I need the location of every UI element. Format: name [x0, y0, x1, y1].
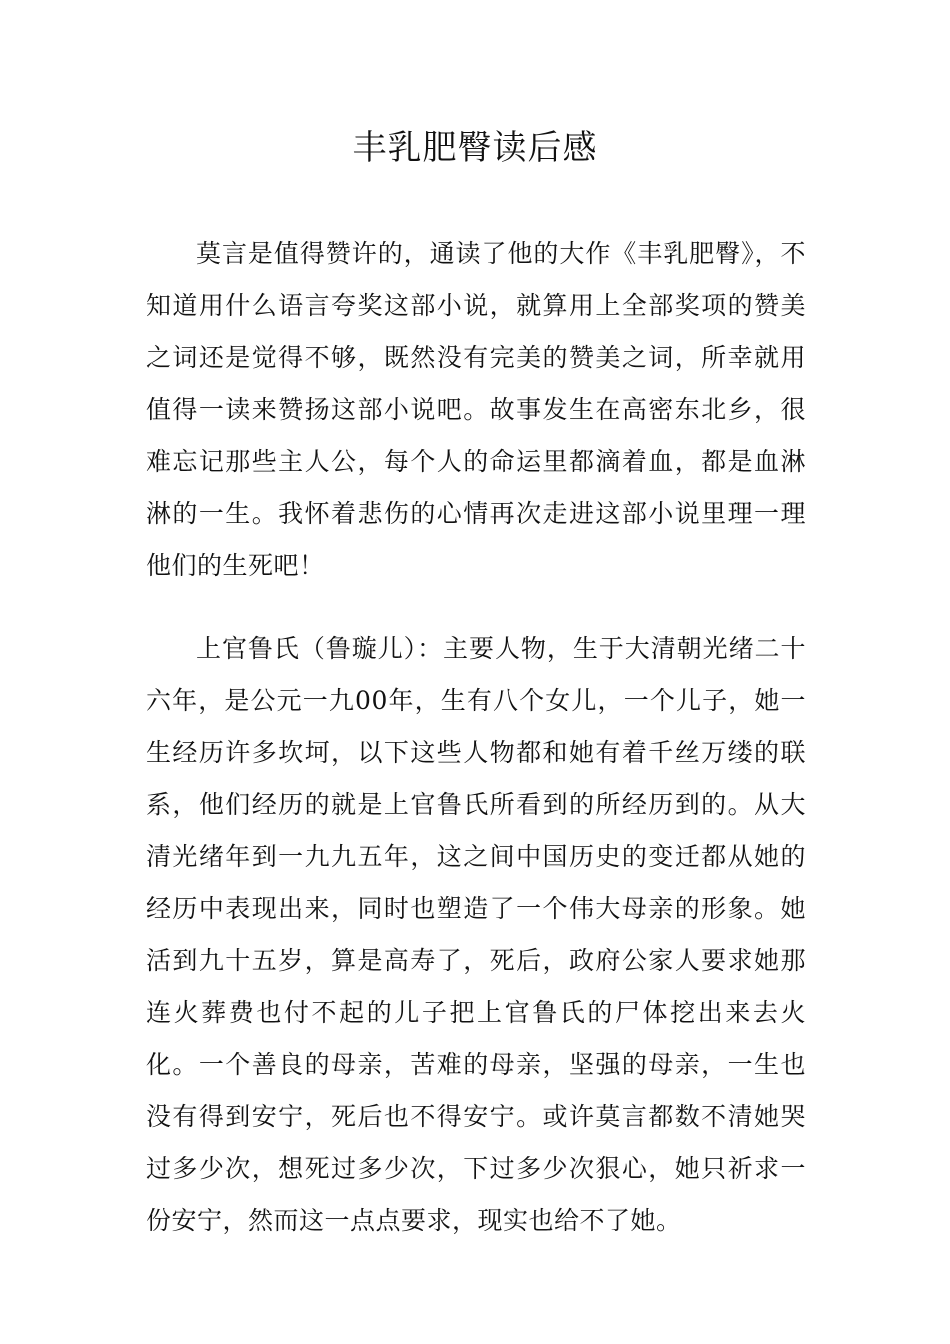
paragraph-intro: 莫言是值得赞许的，通读了他的大作《丰乳肥臀》，不知道用什么语言夸奖这部小说，就算用上全部奖项的赞美之词还是觉得不够，既然没有完美的赞美之词，所幸就用值得一读来赞扬这部小说吧。故事发生在高密东北乡，很难忘记那些主人公，每个人的命运里都滴着血，都是血淋淋的一生。我怀着悲伤的心情再次走进这部小说里理一理他们的生死吧！	[146, 239, 806, 580]
document-title: 丰乳肥臀读后感	[352, 128, 598, 168]
paragraph-shangguan-lushi: 上官鲁氏（鲁璇儿）：主要人物，生于大清朝光绪二十六年，是公元一九00年，生有八个女儿，一个儿子，她一生经历许多坎坷，以下这些人物都和她有着千丝万缕的联系，他们经历的就是上官鲁氏所看到的所经历到的。从大清光绪年到一九九五年，这之间中国历史的变迁都从她的经历中表现出来，同时也塑造了一个伟大母亲的形象。她活到九十五岁，算是高寿了，死后，政府公家人要求她那连火葬费也付不起的儿子把上官鲁氏的尸体挖出来去火化。一个善良的母亲，苦难的母亲，坚强的母亲，一生也没有得到安宁，死后也不得安宁。或许莫言都数不清她哭过多少次，想死过多少次，下过多少次狠心，她只祈求一份安宁，然而这一点点要求，现实也给不了她。	[146, 634, 806, 1235]
